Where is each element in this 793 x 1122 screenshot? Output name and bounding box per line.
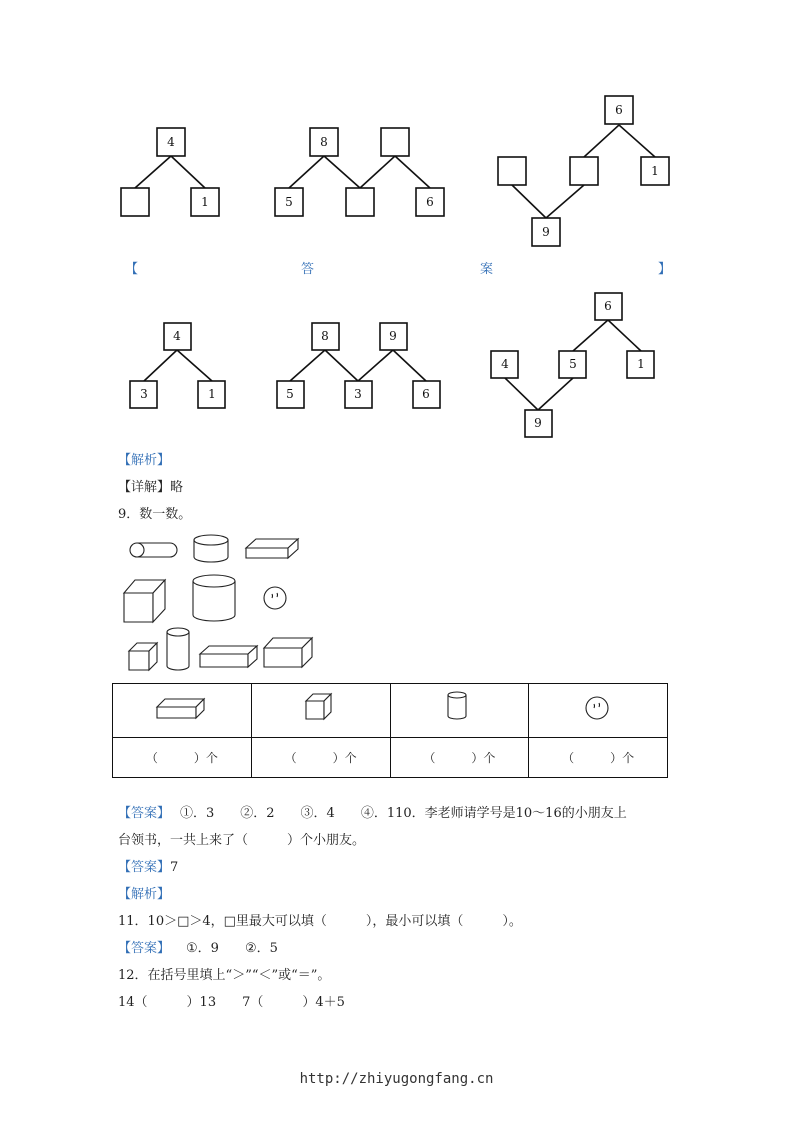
answer-tree-3: [491, 293, 654, 437]
question-12-items: 14（ ）13 7（ ）4＋5: [118, 995, 345, 1010]
question-12: 12．在括号里填上“＞”“＜”或“＝”。: [118, 968, 331, 983]
answer-header-char: 案: [480, 262, 494, 277]
table-header-ball: [529, 684, 668, 738]
detail-line: [118, 479, 183, 497]
tree-number: 1: [208, 387, 216, 401]
tree-number: 8: [321, 329, 329, 343]
q9-answer-line2: 台领书，一共上来了（ ）个小朋友。: [118, 833, 366, 848]
tree-number: 1: [651, 164, 659, 178]
count-cell[interactable]: （ ）个: [113, 738, 252, 778]
answer-text: ①．9 ②．5: [186, 941, 278, 956]
tree-number: 9: [542, 225, 550, 239]
tall-cylinder-shape: [193, 575, 235, 621]
tree-number: 5: [286, 387, 294, 401]
question-tree-3: [498, 96, 669, 246]
detail-tag: 【详解】: [118, 480, 171, 495]
tree-number: 9: [389, 329, 397, 343]
answer-tree-2: [277, 323, 440, 408]
question-tree-2: [275, 128, 444, 216]
tree-number: 6: [426, 195, 434, 209]
tree-number: 3: [140, 387, 148, 401]
table-header-cube: [251, 684, 390, 738]
count-cell[interactable]: （ ）个: [529, 738, 668, 778]
table-header-cuboid: [113, 684, 252, 738]
count-cell[interactable]: （ ）个: [251, 738, 390, 778]
question-11: 11．10＞□＞4，□里最大可以填（ ），最小可以填（ ）。: [118, 914, 522, 929]
ball-shape: [264, 587, 286, 609]
q11-answer: [118, 940, 278, 958]
question-9-title: 9．数一数。: [118, 507, 192, 522]
answer-tag: 【答案】: [118, 860, 171, 875]
tree-number: 5: [569, 357, 577, 371]
tree-number: 4: [167, 135, 175, 149]
tree-number: 3: [354, 387, 362, 401]
answer-header-open: 【: [125, 262, 139, 277]
q10-answer: [118, 859, 178, 877]
box-cuboid-shape: [264, 638, 312, 667]
footer-url[interactable]: http://zhiyugongfang.cn: [299, 1071, 494, 1087]
tree-number: 1: [201, 195, 209, 209]
question-tree-1: [121, 128, 219, 216]
detail-text: 略: [170, 480, 184, 495]
answer-header-char: 答: [301, 262, 315, 277]
lying-cylinder-shape: [130, 543, 177, 557]
count-cell[interactable]: （ ）个: [390, 738, 529, 778]
tree-number: 4: [501, 357, 509, 371]
tree-number: 5: [285, 195, 293, 209]
answer-tree-1: [130, 323, 225, 408]
cube-shape: [124, 580, 165, 622]
count-table: [112, 683, 668, 778]
q10-analysis-tag: 【解析】: [118, 887, 171, 902]
tree-number: 8: [320, 135, 328, 149]
tree-number: 9: [534, 416, 542, 430]
tree-number: 6: [422, 387, 430, 401]
thin-cylinder-shape: [167, 628, 189, 670]
tree-number: 6: [615, 103, 623, 117]
long-cuboid-shape: [200, 646, 257, 667]
analysis-tag: 【解析】: [118, 453, 171, 468]
tree-number: 4: [173, 329, 181, 343]
answer-tag: 【答案】: [118, 941, 171, 956]
tree-box: [121, 188, 149, 216]
small-cube-shape: [129, 643, 157, 670]
answer-tag: 【答案】: [118, 806, 171, 821]
answer-text: 7: [170, 860, 179, 875]
tree-number: 1: [637, 357, 645, 371]
q9-answer-line1: [118, 805, 627, 823]
table-header-cylinder: [390, 684, 529, 738]
tree-number: 6: [604, 299, 612, 313]
short-cylinder-shape: [194, 535, 228, 562]
answer-header-close: 】: [658, 262, 672, 277]
answer-text: ①．3 ②．2 ③．4 ④．110．李老师请学号是10～16的小朋友上: [180, 806, 627, 821]
flat-cuboid-shape: [246, 539, 298, 558]
